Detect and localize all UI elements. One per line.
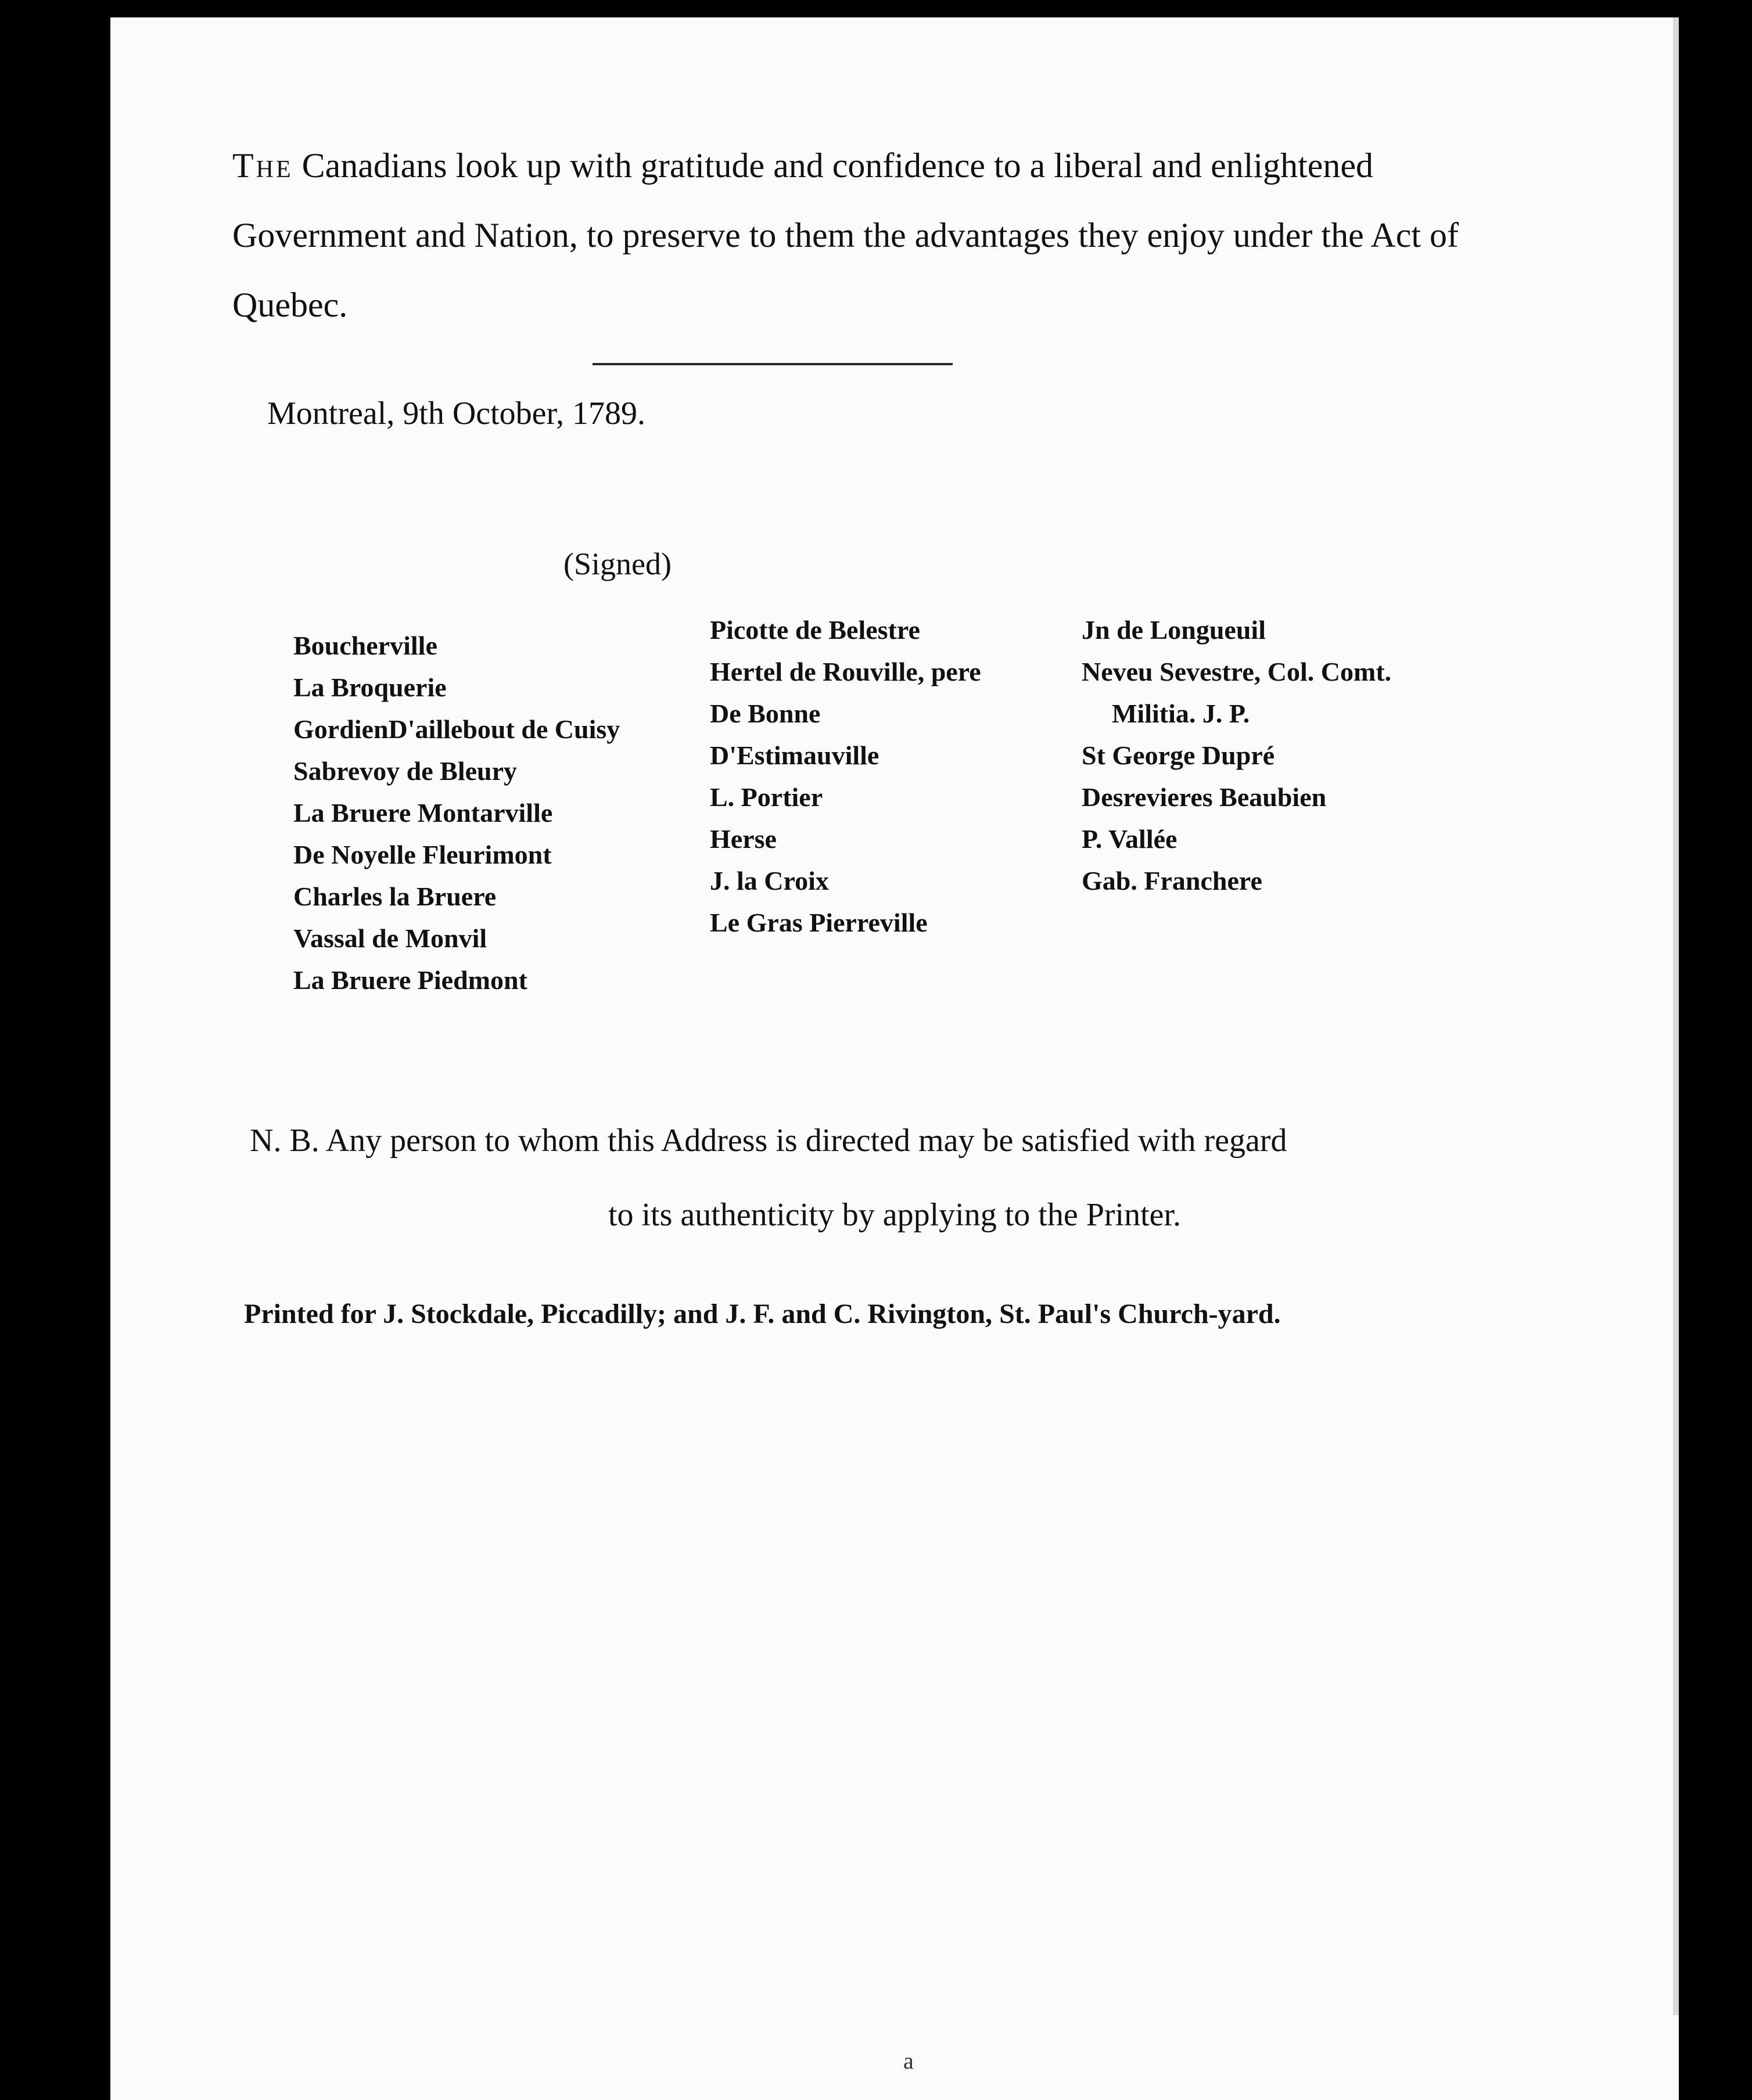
- signature-name: Neveu Sevestre, Col. Comt.: [1082, 657, 1392, 686]
- signature-name: Herse: [710, 824, 777, 854]
- paragraph-lead: The: [232, 146, 293, 185]
- dateline: Montreal, 9th October, 1789.: [267, 395, 645, 431]
- signature-name: Desrevieres Beaubien: [1082, 782, 1327, 812]
- signature-name: Hertel de Rouville, pere: [710, 657, 981, 686]
- divider-rule: [593, 363, 953, 365]
- signature-name: Militia. J. P.: [1112, 699, 1250, 728]
- signature-name: Boucherville: [293, 631, 437, 660]
- signature-name: J. la Croix: [710, 866, 829, 896]
- page-edge: [1673, 17, 1679, 2015]
- signature-name: Charles la Bruere: [293, 882, 497, 911]
- signature-name: La Broquerie: [293, 673, 447, 702]
- signature-column-2: [710, 614, 981, 949]
- nota-bene: [250, 1103, 1539, 1252]
- signature-name: L. Portier: [710, 782, 823, 812]
- signature-column-1: [293, 630, 620, 1006]
- signed-label: (Signed): [563, 546, 672, 581]
- signature-name: D'Estimauville: [710, 740, 879, 770]
- footer-mark: a: [903, 2048, 914, 2074]
- nota-bene-line-1: N. B. Any person to whom this Address is directed may be satisfied with regard: [250, 1123, 1287, 1159]
- signature-name: P. Vallée: [1082, 824, 1177, 854]
- signature-column-3: [1082, 614, 1391, 907]
- signature-name: GordienD'aillebout de Cuisy: [293, 714, 620, 744]
- signature-name: La Bruere Piedmont: [293, 965, 527, 995]
- paragraph-text: Canadians look up with gratitude and confidence to a liberal and enlightened Government and Nation, to preserve to them the advantages they enjoy under the Act of Quebec.: [232, 146, 1459, 324]
- signature-name: Picotte de Belestre: [710, 615, 920, 645]
- signature-name: Jn de Longueuil: [1082, 615, 1266, 645]
- opening-paragraph: [232, 131, 1510, 340]
- signature-name: La Bruere Montarville: [293, 798, 553, 828]
- signature-name: De Bonne: [710, 699, 821, 728]
- signature-name: Gab. Franchere: [1082, 866, 1262, 896]
- signature-name: Le Gras Pierreville: [710, 908, 928, 937]
- bottom-margin: [110, 2015, 1679, 2100]
- nota-bene-line-2: to its authenticity by applying to the Printer.: [608, 1197, 1182, 1233]
- signature-name: St George Dupré: [1082, 740, 1275, 770]
- signature-name: De Noyelle Fleurimont: [293, 840, 552, 869]
- printer-imprint: Printed for J. Stockdale, Piccadilly; and J. F. and C. Rivington, St. Paul's Church-yard.: [244, 1299, 1281, 1329]
- signature-name: Sabrevoy de Bleury: [293, 756, 518, 786]
- signature-name: Vassal de Monvil: [293, 923, 487, 953]
